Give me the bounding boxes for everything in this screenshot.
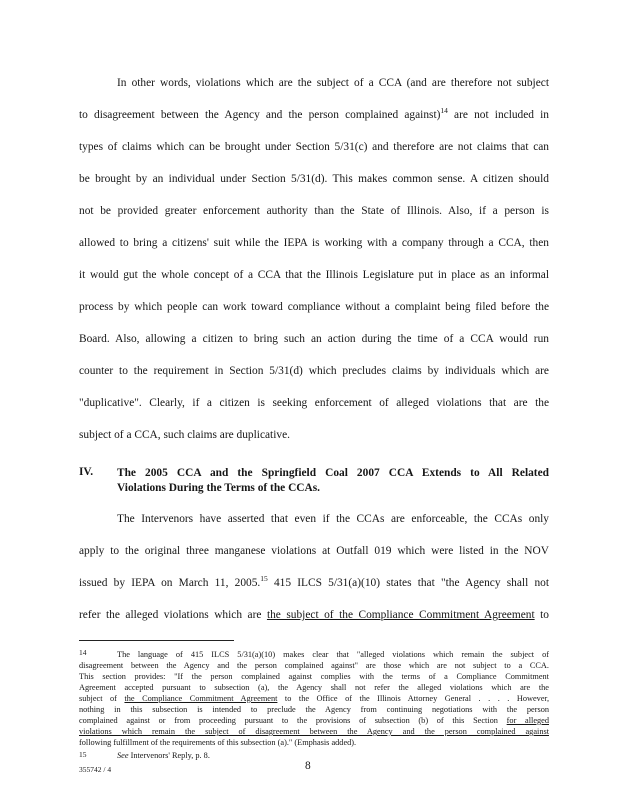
section-number: IV. <box>79 466 94 478</box>
paragraph-line: The Intervenors have asserted that even if the CCAs are enforceable, the CCAs only <box>117 513 549 525</box>
paragraph-line: it would gut the whole concept of a CCA that the Illinois Legislature put in place as an informal <box>79 269 549 281</box>
footnote-line: complained against or from proceeding pursuant to the provisions of subsection (b) of this Section for alleged <box>79 716 549 725</box>
document-id: 355742 / 4 <box>79 765 112 774</box>
section-title-line: Violations During the Terms of the CCAs. <box>117 482 321 494</box>
paragraph-line: allowed to bring a citizens' suit while the IEPA is working with a company through a CCA, then <box>79 237 549 249</box>
paragraph-line: not be provided greater enforcement authority than the State of Illinois. Also, if a person is <box>79 205 549 217</box>
paragraph-line: to disagreement between the Agency and the person complained against)$^{14}$ are not included in <box>79 106 549 121</box>
footnote-line: The language of 415 ILCS 5/31(a)(10) makes clear that "alleged violations which remain the subject of <box>117 650 549 659</box>
footnote-number: 14 <box>79 648 87 657</box>
footnote-line: See Intervenors' Reply, p. 8. <box>117 751 210 760</box>
paragraph-line: apply to the original three manganese violations at Outfall 019 which were listed in the NOV <box>79 545 549 557</box>
footnote-ref-14: 14 <box>440 106 448 115</box>
footnote-rule <box>79 640 234 641</box>
footnote-line: disagreement between the Agency and the person complained against" are those which are not subject to a CCA. <box>79 661 549 670</box>
paragraph-line: Board. Also, allowing a citizen to bring such an action during the time of a CCA would run <box>79 333 549 345</box>
section-title-line: The 2005 CCA and the Springfield Coal 2007 CCA Extends to All Related <box>117 467 549 479</box>
paragraph-line: In other words, violations which are the subject of a CCA (and are therefore not subject <box>117 77 549 89</box>
paragraph-line: counter to the requirement in Section 5/31(d) which precludes claims by individuals which are <box>79 365 549 377</box>
paragraph-line: refer the alleged violations which are the subject of the Compliance Commitment Agreement to <box>79 609 549 621</box>
footnote-line: Agreement accepted pursuant to subsection (a), the Agency shall not refer the alleged violations which are the <box>79 683 549 692</box>
footnote-line: following fulfillment of the requirements of this subsection (a)." (Emphasis added). <box>79 738 357 747</box>
paragraph-line: types of claims which can be brought under Section 5/31(c) and therefore are not claims that can <box>79 141 549 153</box>
page-number: 8 <box>305 760 311 772</box>
footnote-line: nothing in this subsection is intended to preclude the Agency from continuing negotiations with the person <box>79 705 549 714</box>
footnote-ref-15: 15 <box>260 574 268 583</box>
paragraph-line: subject of a CCA, such claims are duplicative. <box>79 429 290 441</box>
paragraph-line: process by which people can work toward compliance without a complaint being filed before the <box>79 301 549 313</box>
paragraph-line: "duplicative". Clearly, if a citizen is seeking enforcement of alleged violations that are the <box>79 397 549 409</box>
footnote-line: This section provides: "If the person complained against complies with the terms of a Compliance Commitment <box>79 672 549 681</box>
paragraph-line: be brought by an individual under Section 5/31(d). This makes common sense. A citizen should <box>79 173 549 185</box>
paragraph-line: issued by IEPA on March 11, 2005.15 415 ILCS 5/31(a)(10) states that "the Agency shall not <box>79 574 549 589</box>
footnote-line: subject of the Compliance Commitment Agreement to the Office of the Illinois Attorney General . . . . However, <box>79 694 550 703</box>
footnote-line: violations which remain the subject of disagreement between the Agency and the person complained against <box>79 727 549 736</box>
footnote-number: 15 <box>79 750 87 759</box>
